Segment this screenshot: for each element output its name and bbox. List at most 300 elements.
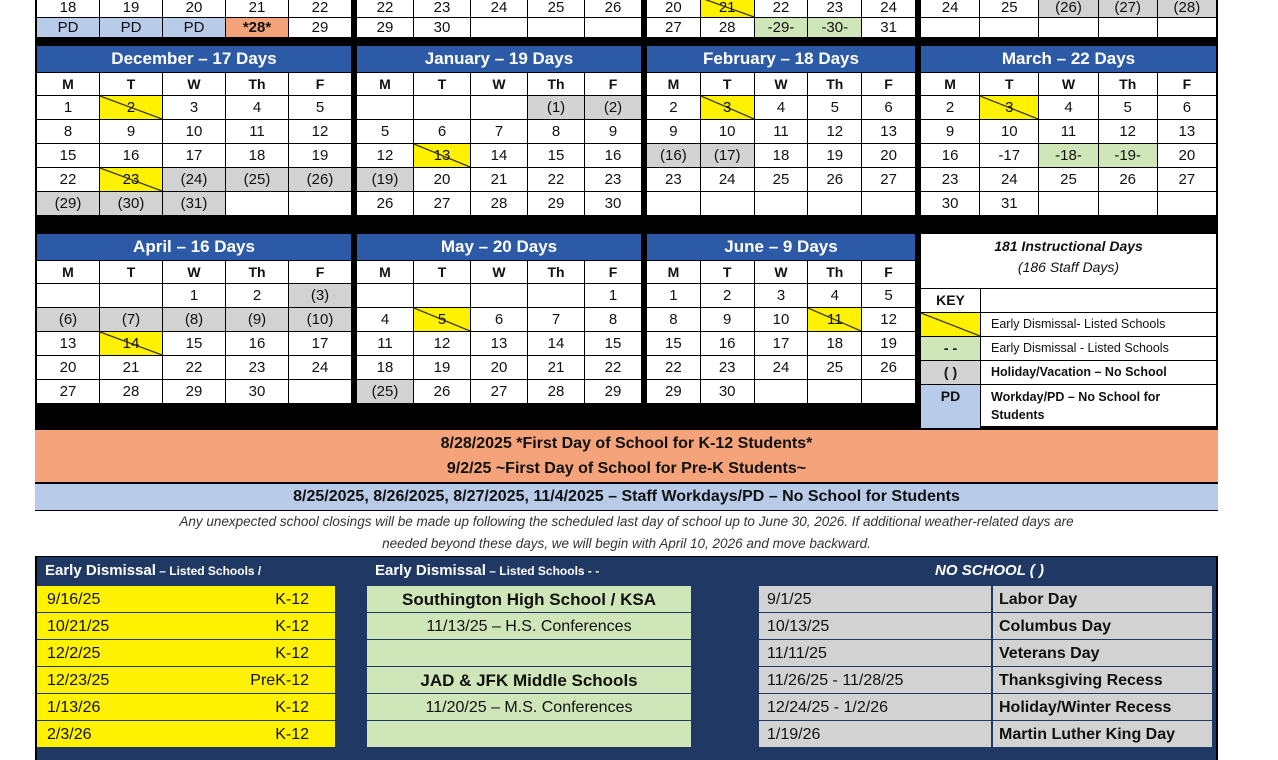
day-cell: 15 <box>585 332 641 355</box>
day-cell: 22 <box>163 356 225 379</box>
day-cell <box>1039 18 1097 37</box>
weekday-header: T <box>980 73 1038 95</box>
day-cell: (2) <box>585 96 641 119</box>
day-cell: 24 <box>701 168 754 191</box>
first-day-prek: 9/2/25 ~First Day of School for Pre-K Students~ <box>446 460 807 477</box>
month-title: May – 20 Days <box>357 234 641 260</box>
day-cell: 3 <box>980 96 1038 119</box>
day-cell <box>862 380 915 403</box>
day-cell: 19 <box>808 144 861 167</box>
day-cell: 15 <box>37 144 99 167</box>
weekday-header: Th <box>528 73 584 95</box>
day-cell <box>921 18 979 37</box>
day-cell: (7) <box>100 308 162 331</box>
weekday-header: F <box>289 73 351 95</box>
key-swatch-pd: PD <box>921 385 981 428</box>
day-cell <box>226 192 288 215</box>
day-cell <box>585 18 641 37</box>
holiday-row: 11/26/25 - 11/28/25 Thanksgiving Recess <box>759 666 1212 693</box>
weekday-header: M <box>647 261 700 283</box>
day-cell: 21 <box>701 0 754 17</box>
day-cell: 4 <box>1039 96 1097 119</box>
early-dismissal-row: 1/13/26 K-12 <box>37 693 335 720</box>
day-cell: 24 <box>921 0 979 17</box>
day-cell: 16 <box>585 144 641 167</box>
weekday-header: T <box>100 73 162 95</box>
day-cell: 9 <box>100 120 162 143</box>
day-cell: 29 <box>289 18 351 37</box>
day-cell: (28) <box>1158 0 1216 17</box>
day-cell: 8 <box>528 120 584 143</box>
day-cell: 11 <box>226 120 288 143</box>
holiday-row: 12/24/25 - 1/2/26 Holiday/Winter Recess <box>759 693 1212 720</box>
day-cell <box>357 96 413 119</box>
day-cell: 19 <box>100 0 162 17</box>
month-block <box>35 232 353 428</box>
day-cell: 11 <box>1039 120 1097 143</box>
day-cell: 11 <box>808 308 861 331</box>
weekday-header: Th <box>226 73 288 95</box>
weekday-header: Th <box>808 261 861 283</box>
weekday-header: F <box>862 73 915 95</box>
day-cell: 1 <box>647 284 700 307</box>
day-cell: 27 <box>471 380 527 403</box>
day-cell: 30 <box>585 192 641 215</box>
day-cell: 20 <box>414 168 470 191</box>
day-cell: 26 <box>862 356 915 379</box>
staff-workdays-banner: 8/25/2025, 8/26/2025, 8/27/2025, 11/4/2025 – Staff Workdays/PD – No School for Students <box>35 484 1218 510</box>
no-school-list <box>723 557 1216 760</box>
day-cell: 2 <box>647 96 700 119</box>
day-cell: 17 <box>163 144 225 167</box>
day-cell <box>808 192 861 215</box>
day-cell: (9) <box>226 308 288 331</box>
day-cell: 23 <box>100 168 162 191</box>
day-cell: 23 <box>226 356 288 379</box>
day-cell: (1) <box>528 96 584 119</box>
day-cell <box>528 18 584 37</box>
weekday-header: Th <box>528 261 584 283</box>
weekday-header: Th <box>226 261 288 283</box>
weekday-header: W <box>1039 73 1097 95</box>
month-title: January – 19 Days <box>357 46 641 72</box>
day-cell: 20 <box>647 0 700 17</box>
day-cell: (31) <box>163 192 225 215</box>
day-cell <box>471 284 527 307</box>
day-cell: 1 <box>37 96 99 119</box>
month-title: March – 22 Days <box>921 46 1216 72</box>
day-cell: 30 <box>701 380 754 403</box>
day-cell: 25 <box>808 356 861 379</box>
day-cell: 25 <box>1039 168 1097 191</box>
early-dismissal-row: 12/2/25 K-12 <box>37 639 335 666</box>
day-cell <box>289 380 351 403</box>
day-cell: (10) <box>289 308 351 331</box>
day-cell: 30 <box>226 380 288 403</box>
weekday-header: F <box>1158 73 1216 95</box>
key-text: Workday/PD – No School for Students <box>991 390 1161 422</box>
no-school-head: NO SCHOOL ( ) <box>935 562 1044 579</box>
day-cell <box>471 18 527 37</box>
day-cell <box>1039 192 1097 215</box>
day-cell: 22 <box>528 168 584 191</box>
day-cell: 25 <box>755 168 808 191</box>
day-cell: (6) <box>37 308 99 331</box>
day-cell: 6 <box>862 96 915 119</box>
day-cell: 27 <box>414 192 470 215</box>
day-cell: 5 <box>862 284 915 307</box>
day-cell: 16 <box>100 144 162 167</box>
day-cell: 5 <box>357 120 413 143</box>
month-block <box>645 44 917 230</box>
weekday-header: M <box>921 73 979 95</box>
day-cell: 19 <box>862 332 915 355</box>
day-cell: (27) <box>1099 0 1157 17</box>
day-cell: 23 <box>808 0 861 17</box>
school-row: 11/13/25 – H.S. Conferences <box>367 612 691 639</box>
day-cell: 24 <box>862 0 915 17</box>
key-text: Holiday/Vacation – No School <box>991 365 1167 379</box>
day-cell: 11 <box>755 120 808 143</box>
key-swatch-holiday: ( ) <box>921 361 981 384</box>
day-cell: 23 <box>585 168 641 191</box>
month-block <box>355 44 643 230</box>
weekday-header: T <box>701 73 754 95</box>
day-cell: 22 <box>755 0 808 17</box>
early-dismissal-schools-list: Early Dismissal – Listed Schools - - Southington High School / KSA 11/13/25 – H.S. Conferences JAD & JFK Middle Schools 11/20/25 – M.S. Conferences <box>337 557 723 760</box>
day-cell: 12 <box>862 308 915 331</box>
day-cell: 26 <box>808 168 861 191</box>
day-cell: 29 <box>585 380 641 403</box>
day-cell: 29 <box>357 18 413 37</box>
month-title: February – 18 Days <box>647 46 915 72</box>
day-cell: 9 <box>701 308 754 331</box>
day-cell: 15 <box>163 332 225 355</box>
day-cell: 13 <box>1158 120 1216 143</box>
month-title: June – 9 Days <box>647 234 915 260</box>
day-cell <box>471 96 527 119</box>
day-cell: 2 <box>701 284 754 307</box>
day-cell: 28 <box>100 380 162 403</box>
day-cell: 23 <box>921 168 979 191</box>
day-cell <box>755 380 808 403</box>
weekday-header: T <box>414 261 470 283</box>
day-cell: 5 <box>808 96 861 119</box>
day-cell: 17 <box>289 332 351 355</box>
day-cell: 22 <box>585 356 641 379</box>
day-cell: 21 <box>100 356 162 379</box>
weekday-header: W <box>755 261 808 283</box>
day-cell: 20 <box>163 0 225 17</box>
day-cell: 19 <box>414 356 470 379</box>
day-cell: 26 <box>357 192 413 215</box>
day-cell: 12 <box>414 332 470 355</box>
day-cell: 20 <box>1158 144 1216 167</box>
weekday-header: M <box>647 73 700 95</box>
weekday-header: W <box>471 261 527 283</box>
top-partial-weeks <box>35 0 1218 40</box>
day-cell: 14 <box>528 332 584 355</box>
month-block <box>35 44 353 230</box>
day-cell: 18 <box>357 356 413 379</box>
day-cell: 29 <box>163 380 225 403</box>
day-cell: 22 <box>357 0 413 17</box>
day-cell <box>980 18 1038 37</box>
day-cell: 4 <box>808 284 861 307</box>
school-row: Southington High School / KSA <box>367 585 691 612</box>
weekday-header: W <box>471 73 527 95</box>
day-cell: 9 <box>647 120 700 143</box>
day-cell: PD <box>163 18 225 37</box>
day-cell <box>1158 192 1216 215</box>
month-block <box>645 232 917 428</box>
instructional-days: 181 Instructional Days <box>994 238 1143 254</box>
day-cell: 21 <box>528 356 584 379</box>
day-cell: 12 <box>357 144 413 167</box>
day-cell: (19) <box>357 168 413 191</box>
weekday-header: F <box>289 261 351 283</box>
day-cell: 21 <box>226 0 288 17</box>
school-row: JAD & JFK Middle Schools <box>367 666 691 693</box>
staff-days: (186 Staff Days) <box>1017 259 1120 275</box>
key-swatch-early-yellow <box>921 313 981 336</box>
day-cell: 6 <box>414 120 470 143</box>
weekday-header: W <box>163 261 225 283</box>
day-cell: *28* <box>226 18 288 37</box>
day-cell: 22 <box>37 168 99 191</box>
day-cell: 27 <box>37 380 99 403</box>
day-cell: 1 <box>163 284 225 307</box>
day-cell: 21 <box>471 168 527 191</box>
day-cell: 4 <box>226 96 288 119</box>
day-cell <box>701 192 754 215</box>
day-cell: (24) <box>163 168 225 191</box>
day-cell: (3) <box>289 284 351 307</box>
first-day-k12: 8/28/2025 *First Day of School for K-12 Students* <box>440 435 813 452</box>
holiday-row: 10/13/25 Columbus Day <box>759 612 1212 639</box>
early-dismissal-row: 2/3/26 K-12 <box>37 720 335 747</box>
day-cell: 24 <box>471 0 527 17</box>
day-cell <box>808 380 861 403</box>
day-cell: 27 <box>1158 168 1216 191</box>
day-cell: 18 <box>226 144 288 167</box>
weekday-header: F <box>862 261 915 283</box>
day-cell: 23 <box>647 168 700 191</box>
month-title: December – 17 Days <box>37 46 351 72</box>
weekday-header: T <box>414 73 470 95</box>
day-cell: 4 <box>357 308 413 331</box>
day-cell: -17 <box>980 144 1038 167</box>
weekday-header: Th <box>1099 73 1157 95</box>
day-cell: 18 <box>808 332 861 355</box>
day-cell: 5 <box>289 96 351 119</box>
day-cell: 20 <box>862 144 915 167</box>
day-cell: (17) <box>701 144 754 167</box>
weekday-header: F <box>585 261 641 283</box>
day-cell: 3 <box>755 284 808 307</box>
early-dismissal-row: 12/23/25 PreK-12 <box>37 666 335 693</box>
day-cell <box>1099 192 1157 215</box>
month-block <box>355 232 643 428</box>
day-cell: 11 <box>357 332 413 355</box>
weekday-header: Th <box>808 73 861 95</box>
holiday-row: 11/11/25 Veterans Day <box>759 639 1212 666</box>
day-cell <box>414 96 470 119</box>
day-cell: 13 <box>862 120 915 143</box>
day-cell: PD <box>37 18 99 37</box>
day-cell: -29- <box>755 18 808 37</box>
school-row <box>367 639 691 666</box>
day-cell: -30- <box>808 18 861 37</box>
day-cell: -19- <box>1099 144 1157 167</box>
weekday-header: W <box>755 73 808 95</box>
day-cell: 29 <box>528 192 584 215</box>
day-cell: 15 <box>528 144 584 167</box>
day-cell: 9 <box>921 120 979 143</box>
day-cell: 25 <box>980 0 1038 17</box>
day-cell: (8) <box>163 308 225 331</box>
day-cell <box>1099 18 1157 37</box>
day-cell: 22 <box>289 0 351 17</box>
day-cell <box>755 192 808 215</box>
weekday-header: T <box>701 261 754 283</box>
month-block <box>919 44 1218 230</box>
day-cell: (25) <box>357 380 413 403</box>
day-cell: 7 <box>471 120 527 143</box>
weekday-header: M <box>357 261 413 283</box>
day-cell: 27 <box>647 18 700 37</box>
day-cell: 28 <box>701 18 754 37</box>
key-text: Early Dismissal- Listed Schools <box>991 317 1166 331</box>
calendar-document <box>35 0 1218 760</box>
day-cell: (25) <box>226 168 288 191</box>
key-text: Early Dismissal - Listed Schools <box>991 341 1169 355</box>
day-cell: 5 <box>1099 96 1157 119</box>
day-cell: (16) <box>647 144 700 167</box>
day-cell: 4 <box>755 96 808 119</box>
day-cell: (29) <box>37 192 99 215</box>
key-label: KEY <box>921 289 981 312</box>
day-cell: PD <box>100 18 162 37</box>
weekday-header: M <box>37 261 99 283</box>
day-cell: 28 <box>528 380 584 403</box>
day-cell: 28 <box>471 192 527 215</box>
day-cell: 18 <box>37 0 99 17</box>
day-cell: 22 <box>647 356 700 379</box>
day-cell <box>414 284 470 307</box>
weekday-header: W <box>163 73 225 95</box>
day-cell: 29 <box>647 380 700 403</box>
day-cell: 14 <box>471 144 527 167</box>
day-cell <box>647 192 700 215</box>
day-cell: 15 <box>647 332 700 355</box>
day-cell: 12 <box>808 120 861 143</box>
day-cell: 30 <box>921 192 979 215</box>
day-cell: 8 <box>647 308 700 331</box>
day-cell: 16 <box>226 332 288 355</box>
day-cell: 24 <box>289 356 351 379</box>
day-cell: 23 <box>701 356 754 379</box>
legend-key <box>919 232 1218 428</box>
holiday-row: 1/19/26 Martin Luther King Day <box>759 720 1212 747</box>
month-title: April – 16 Days <box>37 234 351 260</box>
weekday-header: M <box>357 73 413 95</box>
day-cell: 10 <box>755 308 808 331</box>
day-cell: 16 <box>921 144 979 167</box>
day-cell <box>37 284 99 307</box>
day-cell: 10 <box>980 120 1038 143</box>
school-row <box>367 720 691 747</box>
day-cell: 12 <box>289 120 351 143</box>
day-cell: 3 <box>701 96 754 119</box>
day-cell <box>1158 18 1216 37</box>
day-cell: -18- <box>1039 144 1097 167</box>
day-cell: 25 <box>528 0 584 17</box>
weekday-header: F <box>585 73 641 95</box>
day-cell <box>528 284 584 307</box>
day-cell: 27 <box>862 168 915 191</box>
first-day-banner <box>35 430 1218 482</box>
weekday-header: T <box>100 261 162 283</box>
day-cell: 6 <box>471 308 527 331</box>
day-cell: 8 <box>37 120 99 143</box>
day-cell: 23 <box>414 0 470 17</box>
closing-note: Any unexpected school closings will be made up following the scheduled last day of school up to June 30, 2026. If additional weather-related days are needed beyond these days, we will begin with April 10, 2026 and move backward. <box>35 511 1218 556</box>
day-cell: 10 <box>163 120 225 143</box>
day-cell: 26 <box>585 0 641 17</box>
day-cell <box>289 192 351 215</box>
day-cell: 13 <box>414 144 470 167</box>
day-cell: 6 <box>1158 96 1216 119</box>
day-cell: 5 <box>414 308 470 331</box>
day-cell: 17 <box>755 332 808 355</box>
day-cell: 1 <box>585 284 641 307</box>
day-cell: (26) <box>1039 0 1097 17</box>
day-cell: 31 <box>862 18 915 37</box>
day-cell: 9 <box>585 120 641 143</box>
day-cell: 2 <box>921 96 979 119</box>
day-cell: 26 <box>1099 168 1157 191</box>
day-cell: 3 <box>163 96 225 119</box>
day-cell <box>357 284 413 307</box>
day-cell: 19 <box>289 144 351 167</box>
weekday-header: M <box>37 73 99 95</box>
day-cell: 16 <box>701 332 754 355</box>
day-cell <box>862 192 915 215</box>
early-dismissal-k12-list: Early Dismissal – Listed Schools / 9/16/25 K-12 10/21/25 K-12 12/2/25 K-12 12/23/25 PreK-12 1/13/26 K-12 2/3/26 K-12 <box>37 557 337 760</box>
day-cell: 24 <box>755 356 808 379</box>
school-row: 11/20/25 – M.S. Conferences <box>367 693 691 720</box>
day-cell: 20 <box>37 356 99 379</box>
day-cell: 24 <box>980 168 1038 191</box>
day-cell: 20 <box>471 356 527 379</box>
day-cell: 2 <box>100 96 162 119</box>
day-cell: 7 <box>528 308 584 331</box>
day-cell: 26 <box>414 380 470 403</box>
day-cell: 30 <box>414 18 470 37</box>
day-cell: 10 <box>701 120 754 143</box>
day-cell: 18 <box>755 144 808 167</box>
day-cell: 13 <box>471 332 527 355</box>
day-cell: 8 <box>585 308 641 331</box>
early-dismissal-row: 10/21/25 K-12 <box>37 612 335 639</box>
day-cell: 12 <box>1099 120 1157 143</box>
day-cell: 13 <box>37 332 99 355</box>
day-cell: 2 <box>226 284 288 307</box>
day-cell: (30) <box>100 192 162 215</box>
holiday-row: 9/1/25 Labor Day <box>759 585 1212 612</box>
key-swatch-early-green: - - <box>921 337 981 360</box>
